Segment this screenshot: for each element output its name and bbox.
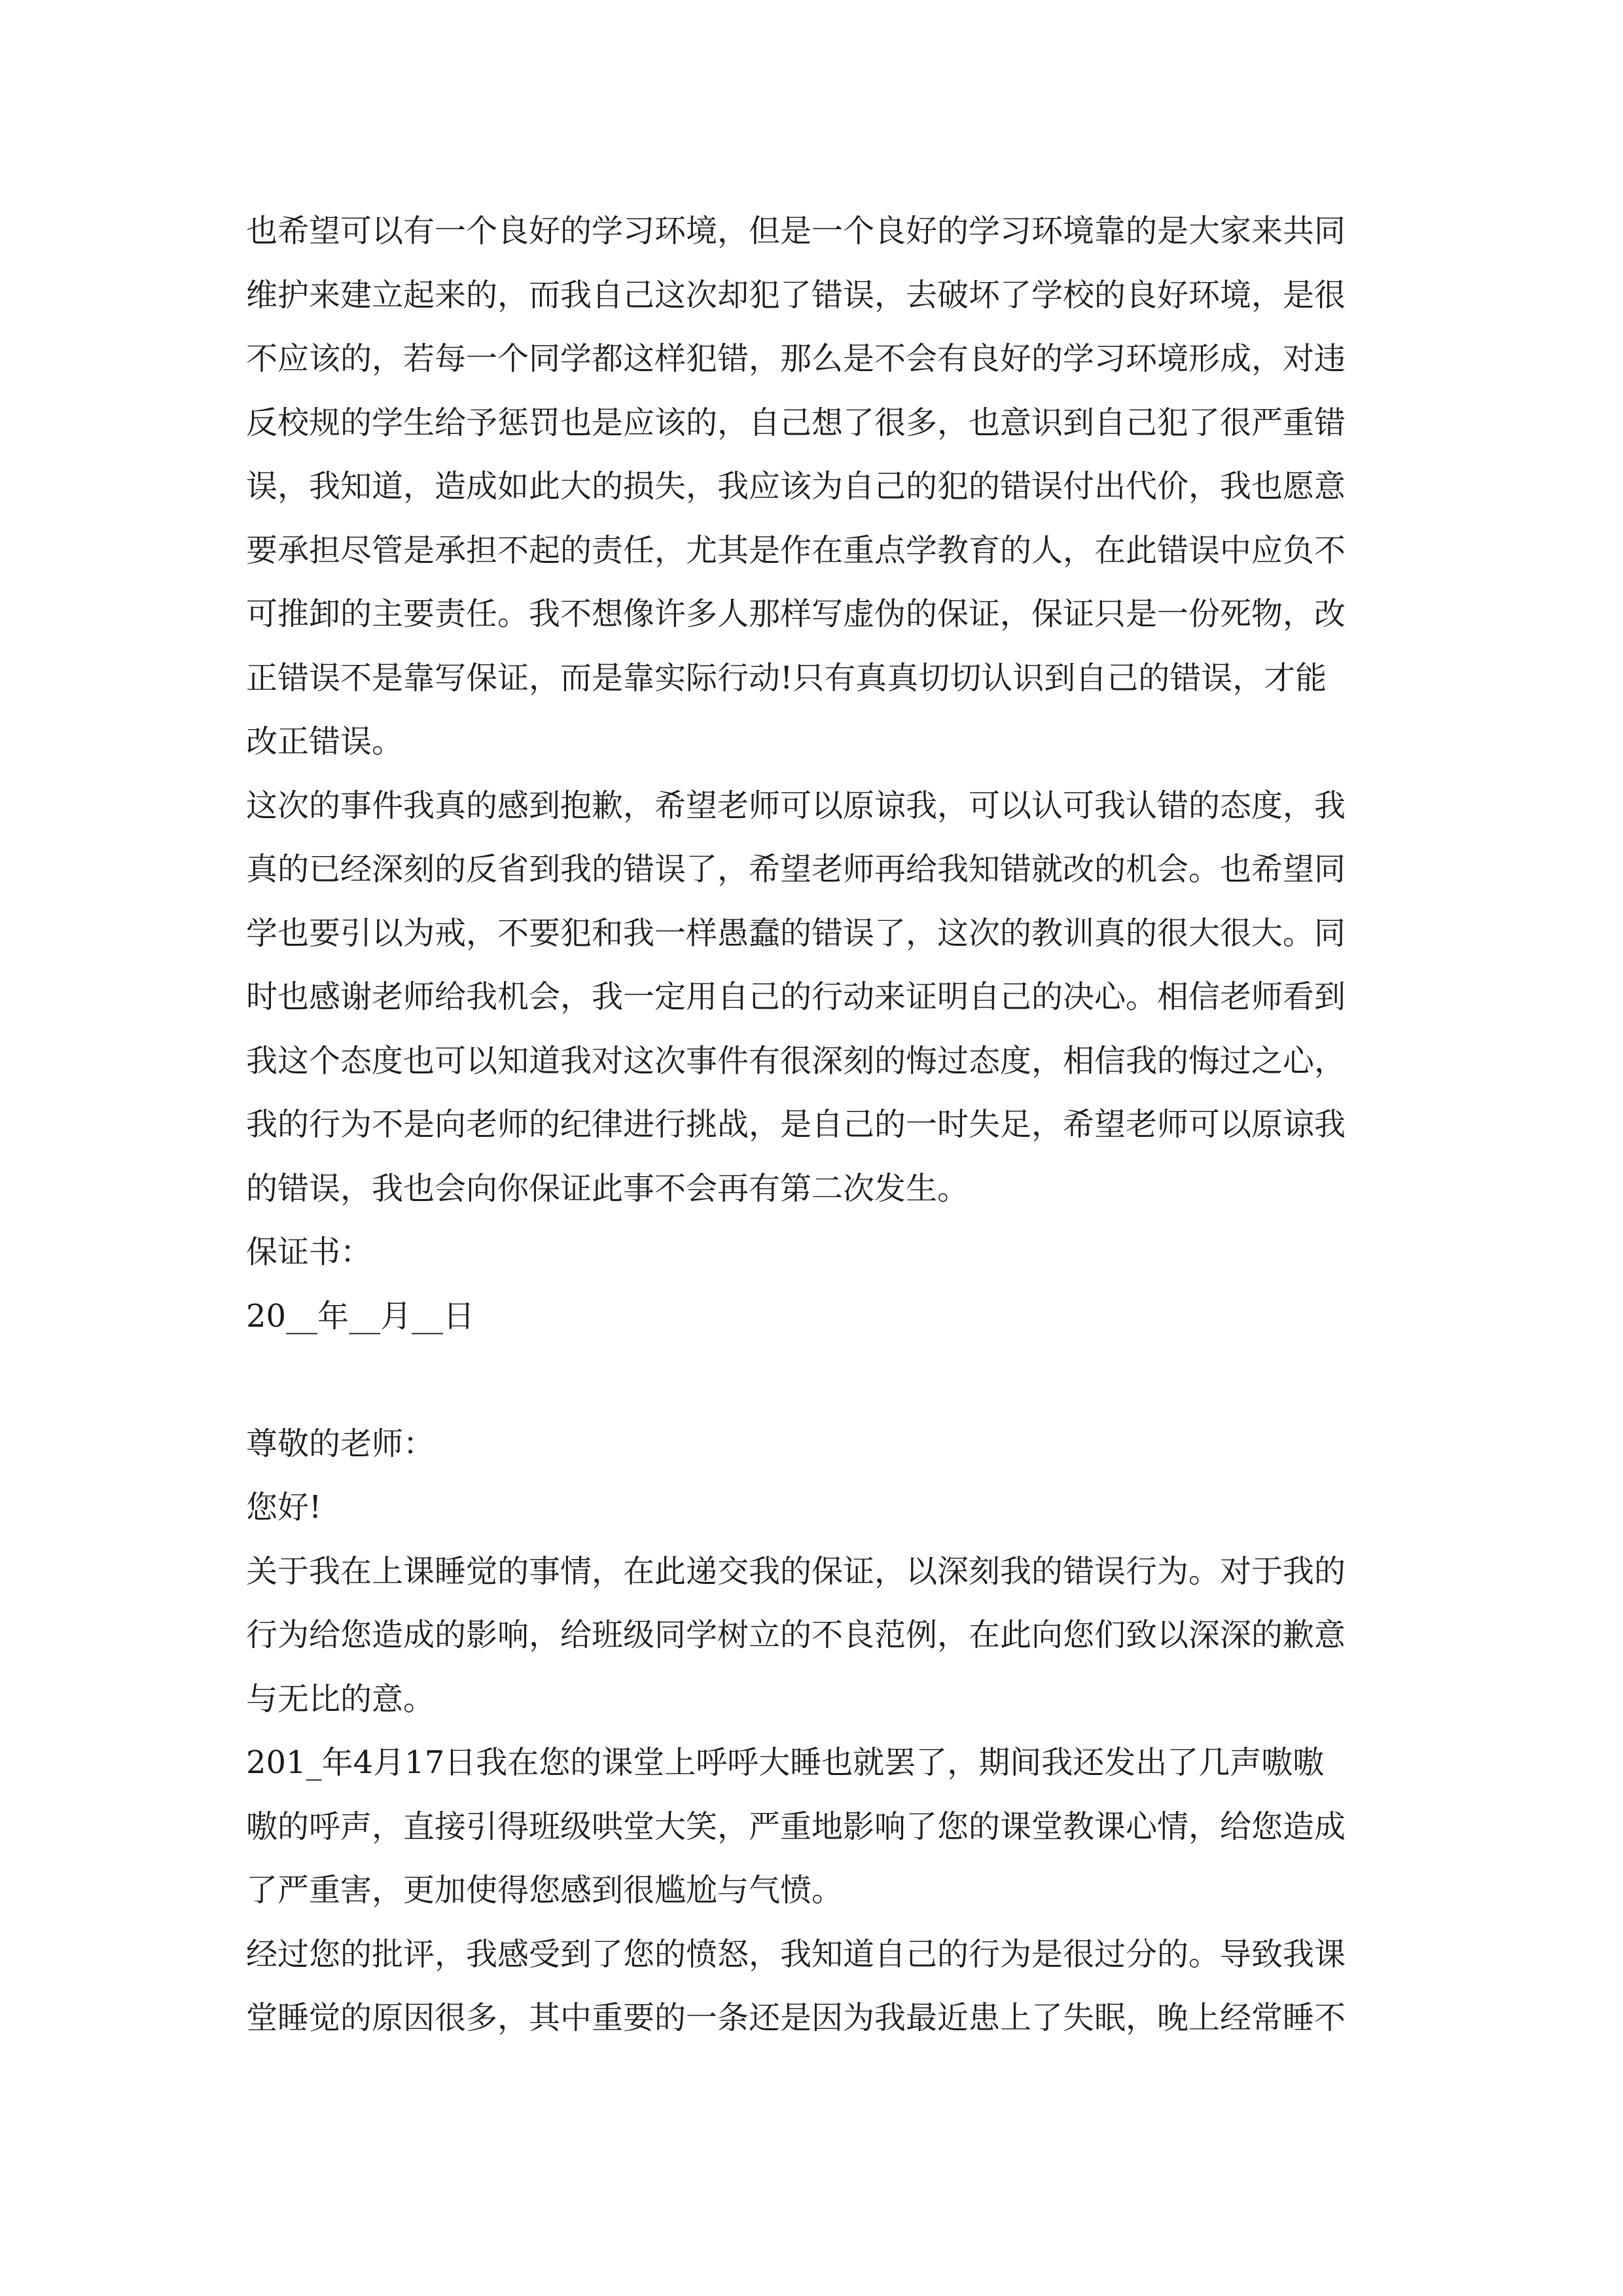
- text-line: 这次的事件我真的感到抱歉，希望老师可以原谅我，可以认可我认错的态度，我: [246, 787, 1346, 824]
- letter-salutation: 尊敬的老师：: [246, 1425, 435, 1462]
- text-line: 可推卸的主要责任。我不想像许多人那样写虚伪的保证，保证只是一份死物，改: [246, 596, 1346, 632]
- signature-label: 保证书：: [246, 1234, 372, 1270]
- blank-line: [246, 1348, 1378, 1412]
- letter-salutation-block: [246, 1412, 1378, 1540]
- paragraph-letter3: [246, 1923, 1378, 2051]
- signature-block: [246, 1221, 1378, 1348]
- text-line: 不应该的，若每一个同学都这样犯错，那么是不会有良好的学习环境形成，对违: [246, 340, 1346, 377]
- text-line: 我的行为不是向老师的纪律进行挑战，是自己的一时失足，希望老师可以原谅我: [246, 1106, 1346, 1143]
- text-line: 误，我知道，造成如此大的损失，我应该为自己的犯的错误付出代价，我也愿意: [246, 468, 1346, 505]
- text-line: 与无比的意。: [246, 1680, 435, 1717]
- text-line: 我这个态度也可以知道我对这次事件有很深刻的悔过态度，相信我的悔过之心，: [246, 1042, 1346, 1079]
- text-line: 关于我在上课睡觉的事情，在此递交我的保证，以深刻我的错误行为。对于我的: [246, 1552, 1346, 1590]
- text-line: 201_年4月17日我在您的课堂上呼呼大睡也就罢了，期间我还发出了几声嗷嗷: [246, 1744, 1325, 1781]
- text-line: 经过您的批评，我感受到了您的愤怒，我知道自己的行为是很过分的。导致我课: [246, 1935, 1346, 1973]
- text-line: 的错误，我也会向你保证此事不会再有第二次发生。: [246, 1170, 969, 1207]
- signature-date: 20__年__月__日: [246, 1297, 475, 1335]
- text-line: 反校规的学生给予惩罚也是应该的，自己想了很多，也意识到自己犯了很严重错: [246, 404, 1346, 441]
- text-line: 正错误不是靠写保证，而是靠实际行动!只有真真切切认识到自己的错误，才能: [246, 659, 1327, 696]
- text-line: 行为给您造成的影响，给班级同学树立的不良范例，在此向您们致以深深的歉意: [246, 1617, 1346, 1653]
- text-line: 嗷的呼声，直接引得班级哄堂大笑，严重地影响了您的课堂教课心情，给您造成: [246, 1808, 1346, 1845]
- paragraph-letter1: [246, 1540, 1378, 1732]
- text-line: 时也感谢老师给我机会，我一定用自己的行动来证明自己的决心。相信老师看到: [246, 978, 1346, 1015]
- text-line: 真的已经深刻的反省到我的错误了，希望老师再给我知错就改的机会。也希望同: [246, 851, 1346, 888]
- text-line: 堂睡觉的原因很多，其中重要的一条还是因为我最近患上了失眠，晚上经常睡不: [246, 2000, 1346, 2036]
- text-line: 要承担尽管是承担不起的责任，尤其是作在重点学教育的人，在此错误中应负不: [246, 531, 1346, 569]
- paragraph-letter2: [246, 1731, 1378, 1923]
- text-line: 维护来建立起来的，而我自己这次却犯了错误，去破坏了学校的良好环境，是很: [246, 276, 1346, 314]
- text-line: 改正错误。: [246, 723, 404, 760]
- text-line: 了严重害，更加使得您感到很尴尬与气愤。: [246, 1872, 844, 1909]
- document-body: [246, 200, 1378, 2051]
- paragraph-section2: [246, 774, 1378, 1221]
- letter-greeting: 您好!: [246, 1489, 322, 1526]
- text-line: 也希望可以有一个良好的学习环境，但是一个良好的学习环境靠的是大家来共同: [246, 213, 1346, 249]
- text-line: 学也要引以为戒，不要犯和我一样愚蠢的错误了，这次的教训真的很大很大。同: [246, 914, 1346, 952]
- paragraph-section1: [246, 200, 1378, 774]
